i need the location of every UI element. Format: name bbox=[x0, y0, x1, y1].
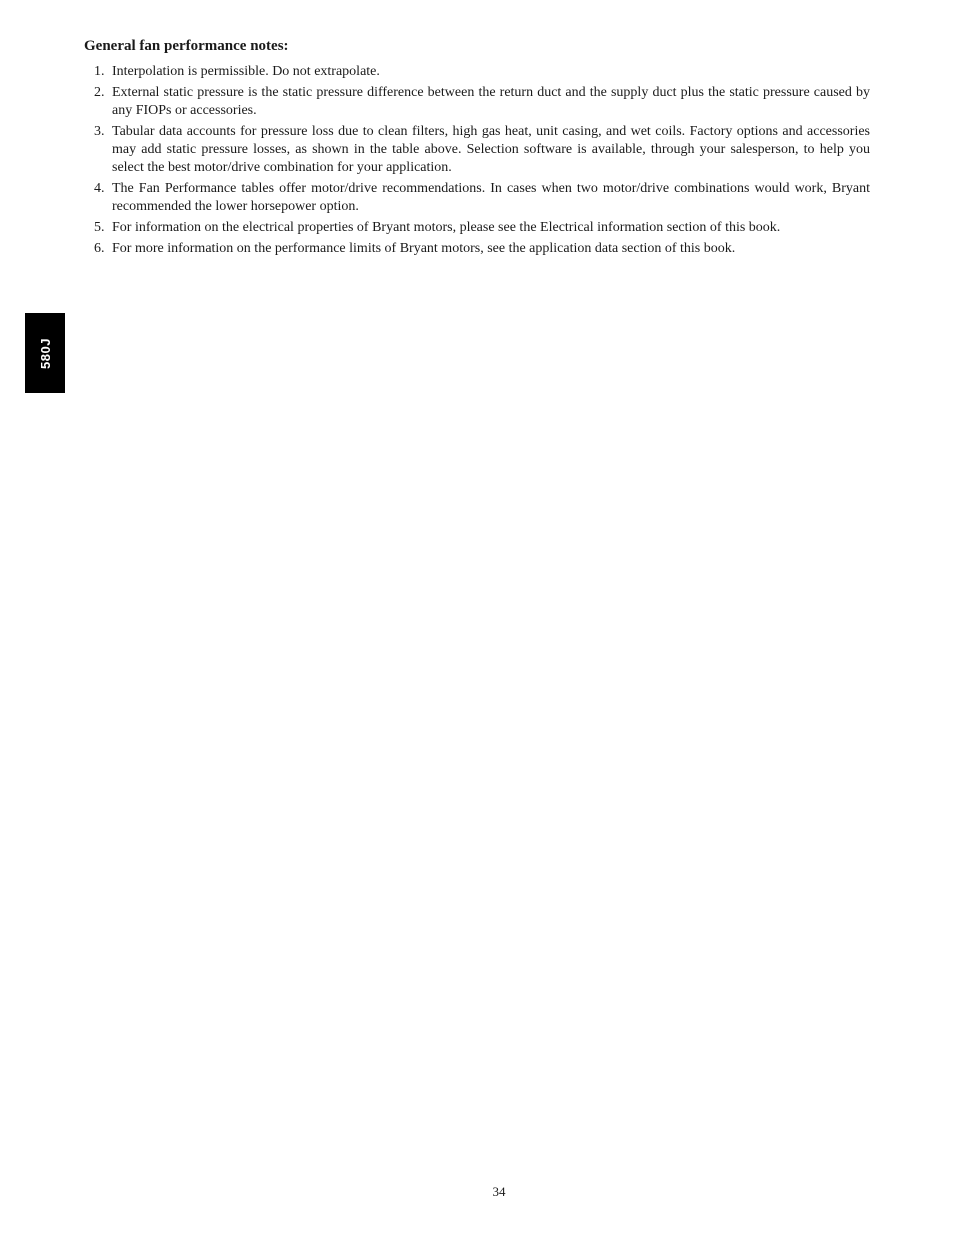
note-item bbox=[84, 84, 870, 120]
note-item bbox=[84, 180, 870, 216]
page-number: 34 bbox=[492, 1184, 506, 1199]
notes-title: General fan performance notes: bbox=[84, 38, 289, 54]
note-item bbox=[84, 219, 870, 237]
note-text: Interpolation is permissible. Do not extrapolate. bbox=[112, 64, 380, 79]
note-text: For more information on the performance limits of Bryant motors, see the application data section of this book. bbox=[112, 241, 736, 256]
note-text: For information on the electrical properties of Bryant motors, please see the Electrical information section of this book. bbox=[112, 220, 781, 235]
note-text: The Fan Performance tables offer motor/drive recommendations. In cases when two motor/drive combinations would work, Bryant recommended the lower horsepower option. bbox=[112, 181, 870, 214]
note-item bbox=[84, 240, 870, 258]
notes-list bbox=[84, 63, 870, 258]
note-number: 5. bbox=[94, 220, 105, 235]
note-text: Tabular data accounts for pressure loss due to clean filters, high gas heat, unit casing, and wet coils. Factory options and accessories may add static pressure losses, as shown in the table above. Selection software is available, through your salesperson, to help you select the best motor/drive combination for your application. bbox=[112, 124, 870, 175]
model-side-tab bbox=[25, 313, 65, 393]
note-number: 1. bbox=[94, 64, 105, 79]
fan-performance-notes bbox=[84, 36, 870, 261]
note-item bbox=[84, 63, 870, 81]
note-number: 2. bbox=[94, 85, 105, 100]
note-number: 4. bbox=[94, 181, 105, 196]
note-item bbox=[84, 123, 870, 177]
model-tab-label: 580J bbox=[37, 337, 53, 369]
note-number: 6. bbox=[94, 241, 105, 256]
note-text: External static pressure is the static pressure difference between the return duct and the supply duct plus the static pressure caused by any FIOPs or accessories. bbox=[112, 85, 870, 118]
note-number: 3. bbox=[94, 124, 105, 139]
